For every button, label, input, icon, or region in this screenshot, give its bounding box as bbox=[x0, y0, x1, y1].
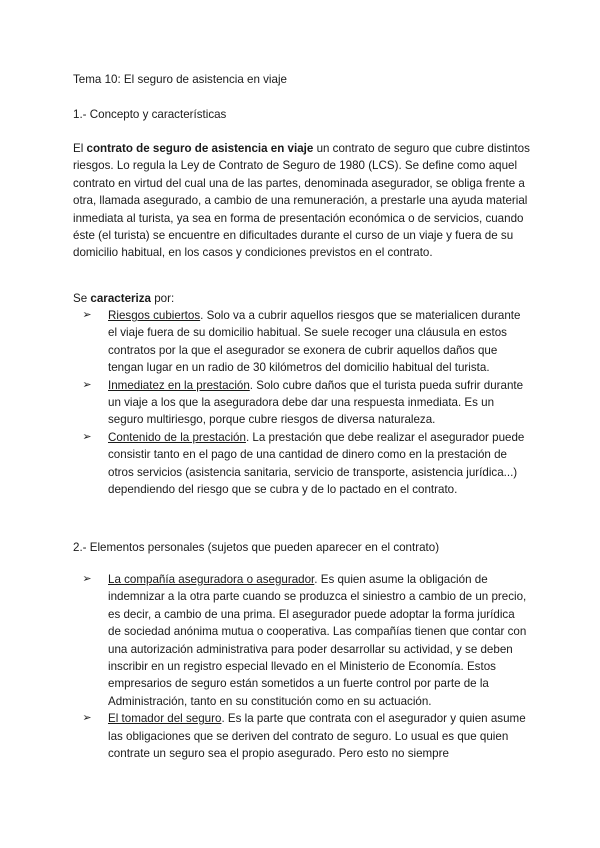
arrow-bullet-icon: ➢ bbox=[82, 378, 92, 391]
list-item-term: Inmediatez en la prestación bbox=[108, 378, 250, 392]
characteristics-list bbox=[82, 307, 528, 498]
char-bold-term: caracteriza bbox=[90, 292, 151, 305]
list-item bbox=[82, 571, 528, 710]
list-item-text: . Es la parte que contrata con el asegurador y quien asume las obligaciones que se deriven del contrato de seguro. Lo usual es que quien contrate un seguro sea el propio asegurado. Pero esto no siempre bbox=[108, 712, 526, 761]
section-1-heading: 1.- Concepto y características bbox=[73, 108, 227, 121]
arrow-bullet-icon: ➢ bbox=[82, 712, 92, 725]
arrow-bullet-icon: ➢ bbox=[82, 430, 92, 443]
char-prefix: Se bbox=[73, 292, 91, 305]
list-item bbox=[82, 307, 528, 377]
list-item-text: . Solo va a cubrir aquellos riesgos que se materialicen durante el viaje fuera de su domicilio habitual. Se suele recoger una cláusula en estos contratos por la que el asegurador se exonera de cubrir aquellos daños que tengan lugar en un radio de 30 kilómetros del domicilio habitual del turista. bbox=[108, 309, 521, 375]
list-item-term: El tomador del seguro bbox=[108, 712, 222, 726]
arrow-bullet-icon: ➢ bbox=[82, 573, 92, 585]
section-1-intro-paragraph bbox=[73, 140, 535, 262]
list-item bbox=[82, 377, 528, 429]
list-item-term: Contenido de la prestación bbox=[108, 430, 246, 444]
intro-bold-term: contrato de seguro de asistencia en viaje bbox=[86, 142, 314, 155]
list-item-term: Riesgos cubiertos bbox=[108, 309, 201, 322]
intro-prefix: El bbox=[73, 142, 87, 155]
personal-elements-list bbox=[82, 571, 528, 762]
section-2-heading: 2.- Elementos personales (sujetos que pueden aparecer en el contrato) bbox=[73, 541, 440, 554]
list-item-text: . Es quien asume la obligación de indemnizar a la otra parte cuando se produzca el siniestro a cambio de un precio, es decir, a cambio de una prima. El asegurador puede adoptar la forma jurídica de sociedad anónima mutua o cooperativa. Las compañías tienen que contar con una autorización administrativa para poder desarrollar su actividad, y se deben inscribir en un registro especial llevado en el Ministerio de Economía. Estos empresarios de seguro están sometidos a un fuerte control por parte de la Administración, tanto en su constitución como en su actuación. bbox=[108, 573, 527, 708]
intro-text: un contrato de seguro que cubre distintos riesgos. Lo regula la Ley de Contrato de Seguro de 1980 (LCS). Se define como aquel contrato en virtud del cual una de las partes, denominada asegurador, se obliga frente a otra, llamada asegurado, a cambio de una remuneración, a prestarle una ayuda material inmediata al turista, ya sea en forma de presentación económica o de servicios, cuando éste (el turista) se encuentre en dificultades durante el curso de un viaje y fuera de su domicilio habitual, en los casos y condiciones previstos en el contrato. bbox=[73, 142, 530, 260]
list-item bbox=[82, 710, 528, 762]
list-item-text: . La prestación que debe realizar el asegurador puede consistir tanto en el pago de una cantidad de dinero como en la prestación de otros servicios (asistencia sanitaria, servicio de transporte, asistencia jurídica...) dependiendo del riesgo que se cubra y de lo pactado en el contrato. bbox=[108, 430, 525, 497]
characteristics-intro bbox=[73, 290, 535, 307]
char-suffix: por: bbox=[151, 292, 175, 305]
list-item-term: La compañía aseguradora o asegurador bbox=[108, 573, 315, 586]
list-item bbox=[82, 429, 528, 499]
arrow-bullet-icon: ➢ bbox=[82, 309, 92, 321]
list-item-text: . Solo cubre daños que el turista pueda sufrir durante un viaje a los que la aseguradora debe dar una respuesta inmediata. Es un seguro multiriesgo, porque cubre riesgos de diversa naturaleza. bbox=[108, 378, 524, 427]
document-title: Tema 10: El seguro de asistencia en viaje bbox=[73, 73, 287, 86]
